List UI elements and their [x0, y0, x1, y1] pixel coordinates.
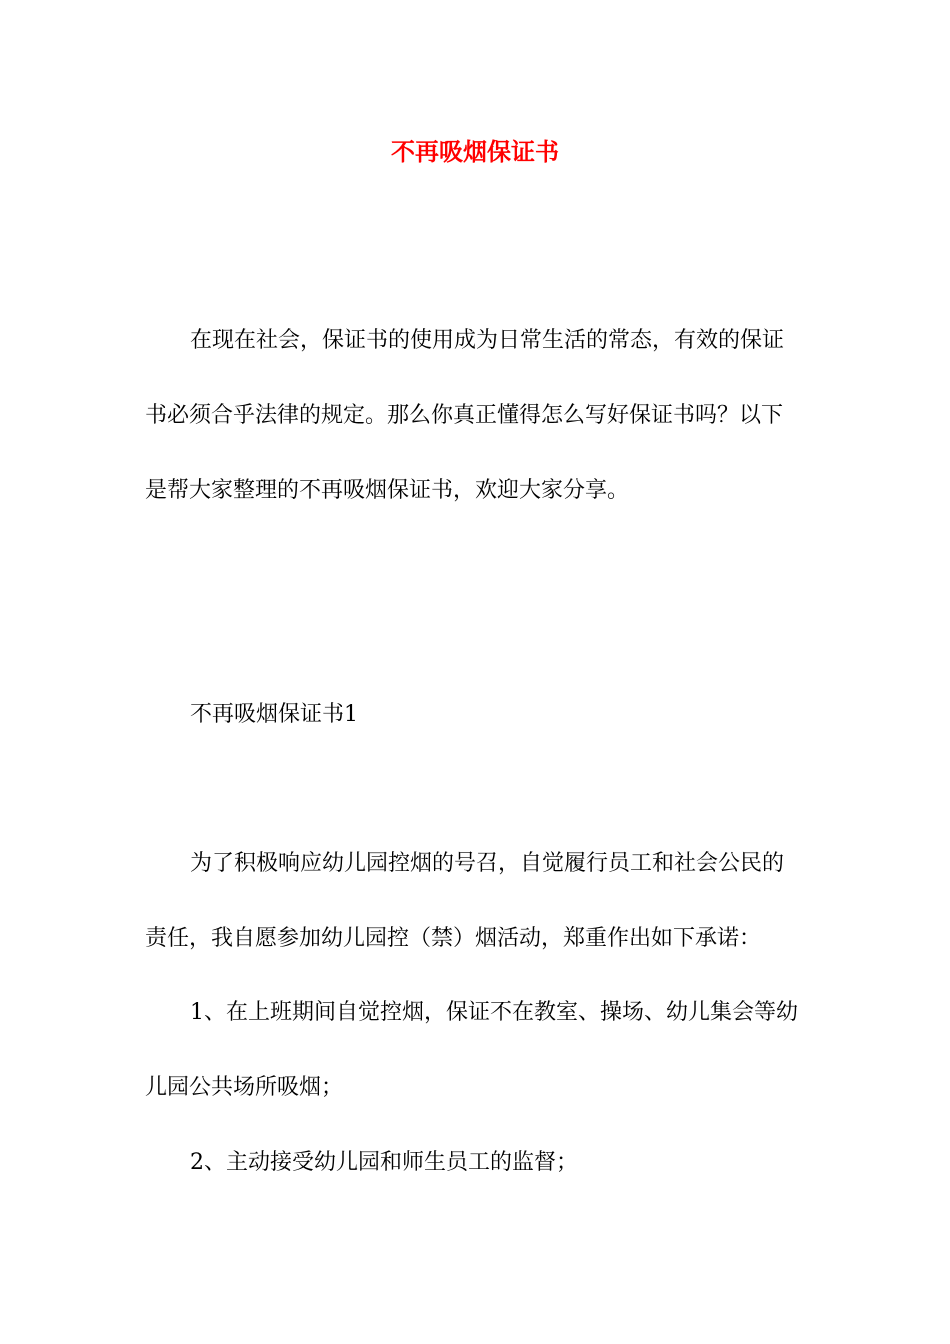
document-title: 不再吸烟保证书 — [391, 137, 559, 166]
body-line-4: 儿园公共场所吸烟； — [145, 1075, 344, 1100]
body-line-2: 责任，我自愿参加幼儿园控（禁）烟活动，郑重作出如下承诺： — [145, 926, 762, 951]
body-line-3: 1、在上班期间自觉控烟，保证不在教室、操场、幼儿集会等幼 — [190, 1000, 798, 1025]
intro-line-3: 是帮大家整理的不再吸烟保证书，欢迎大家分享。 — [145, 478, 630, 503]
section-heading: 不再吸烟保证书1 — [190, 702, 358, 727]
intro-line-2: 书必须合乎法律的规定。那么你真正懂得怎么写好保证书吗？以下 — [145, 403, 784, 428]
intro-line-1: 在现在社会，保证书的使用成为日常生活的常态，有效的保证 — [190, 328, 785, 353]
body-line-5: 2、主动接受幼儿园和师生员工的监督； — [190, 1150, 578, 1175]
body-line-1: 为了积极响应幼儿园控烟的号召，自觉履行员工和社会公民的 — [190, 851, 785, 876]
